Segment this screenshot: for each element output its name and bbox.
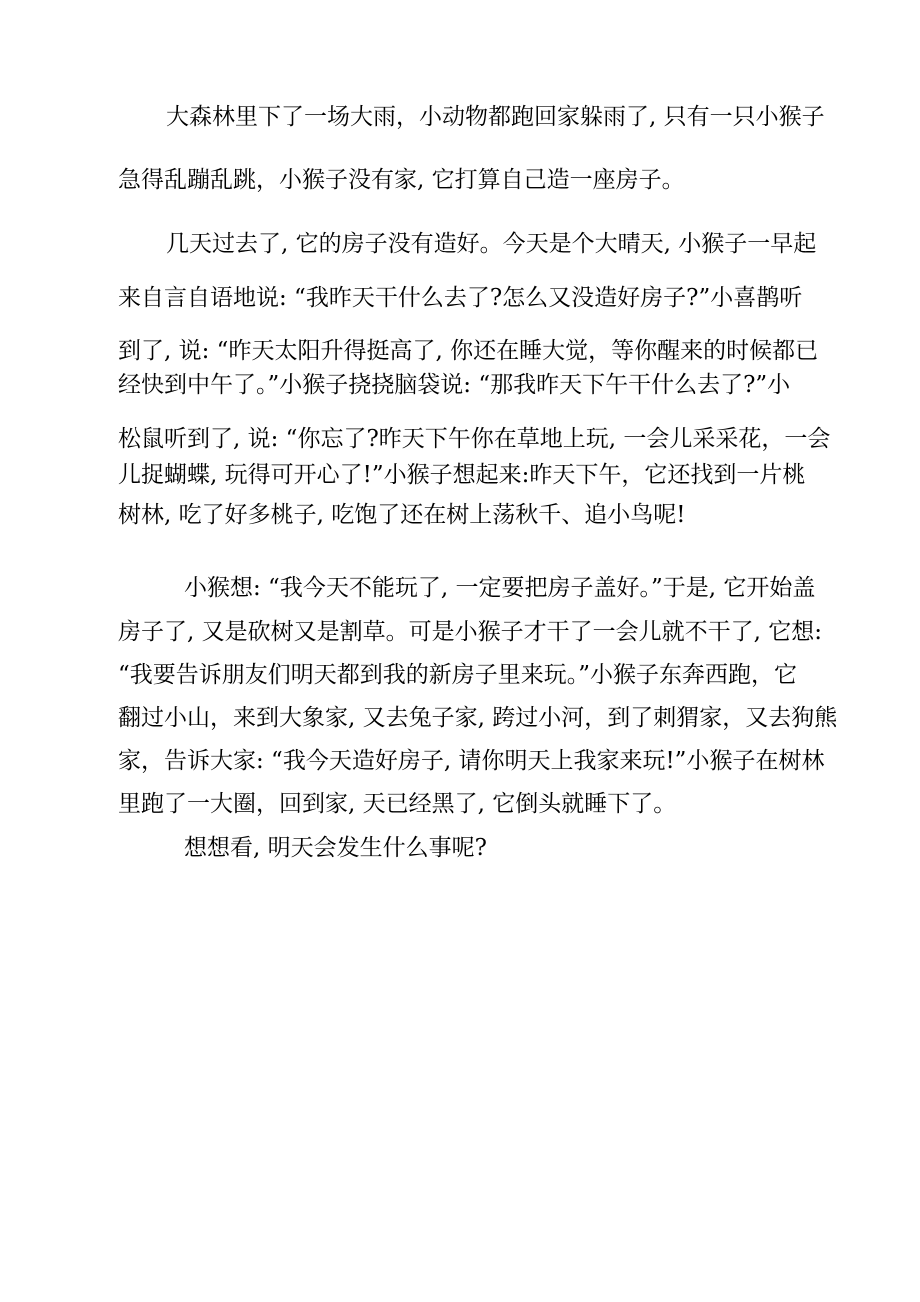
paragraph-2-line-4: 经快到中午了。”小猴子挠挠脑袋说: “那我昨天下午干什么去了?”小 (118, 372, 791, 398)
paragraph-4-line-1: 想想看, 明天会发生什么事呢? (184, 835, 487, 861)
paragraph-2-line-5: 松鼠听到了, 说: “你忘了?昨天下午你在草地上玩, 一会儿采采花，一会 (118, 426, 831, 452)
paragraph-2-line-3: 到了, 说: “昨天太阳升得挺高了, 你还在睡大觉，等你醒来的时候都已 (118, 338, 819, 364)
paragraph-2-line-1: 几天过去了, 它的房子没有造好。今天是个大晴天, 小猴子一早起 (166, 231, 817, 257)
paragraph-3-line-5: 家，告诉大家: “我今天造好房子, 请你明天上我家来玩!”小猴子在树林 (118, 748, 825, 774)
paragraph-3-line-1: 小猴想: “我今天不能玩了, 一定要把房子盖好。”于是, 它开始盖 (184, 575, 816, 601)
paragraph-3-line-4: 翻过小山，来到大象家, 又去兔子家, 跨过小河，到了刺猬家，又去狗熊 (118, 705, 838, 731)
paragraph-3-line-2: 房子了, 又是砍树又是割草。可是小猴子才干了一会儿就不干了, 它想: (118, 619, 822, 645)
paragraph-3-line-3: “我要告诉朋友们明天都到我的新房子里来玩。”小猴子东奔西跑，它 (118, 662, 798, 688)
paragraph-1-line-2: 急得乱蹦乱跳，小猴子没有家, 它打算自己造一座房子。 (118, 167, 685, 193)
paragraph-2-line-6: 儿捉蝴蝶, 玩得可开心了!”小猴子想起来:昨天下午，它还找到一片桃 (118, 462, 806, 488)
paragraph-1-line-1: 大森林里下了一场大雨，小动物都跑回家躲雨了, 只有一只小猴子 (166, 104, 825, 130)
paragraph-3-line-6: 里跑了一大圈，回到家, 天已经黑了, 它倒头就睡下了。 (118, 791, 677, 817)
paragraph-2-line-2: 来自言自语地说: “我昨天干什么去了?怎么又没造好房子?”小喜鹊听 (118, 285, 803, 311)
paragraph-2-line-7: 树林, 吃了好多桃子, 吃饱了还在树上荡秋千、追小鸟呢! (118, 502, 686, 528)
